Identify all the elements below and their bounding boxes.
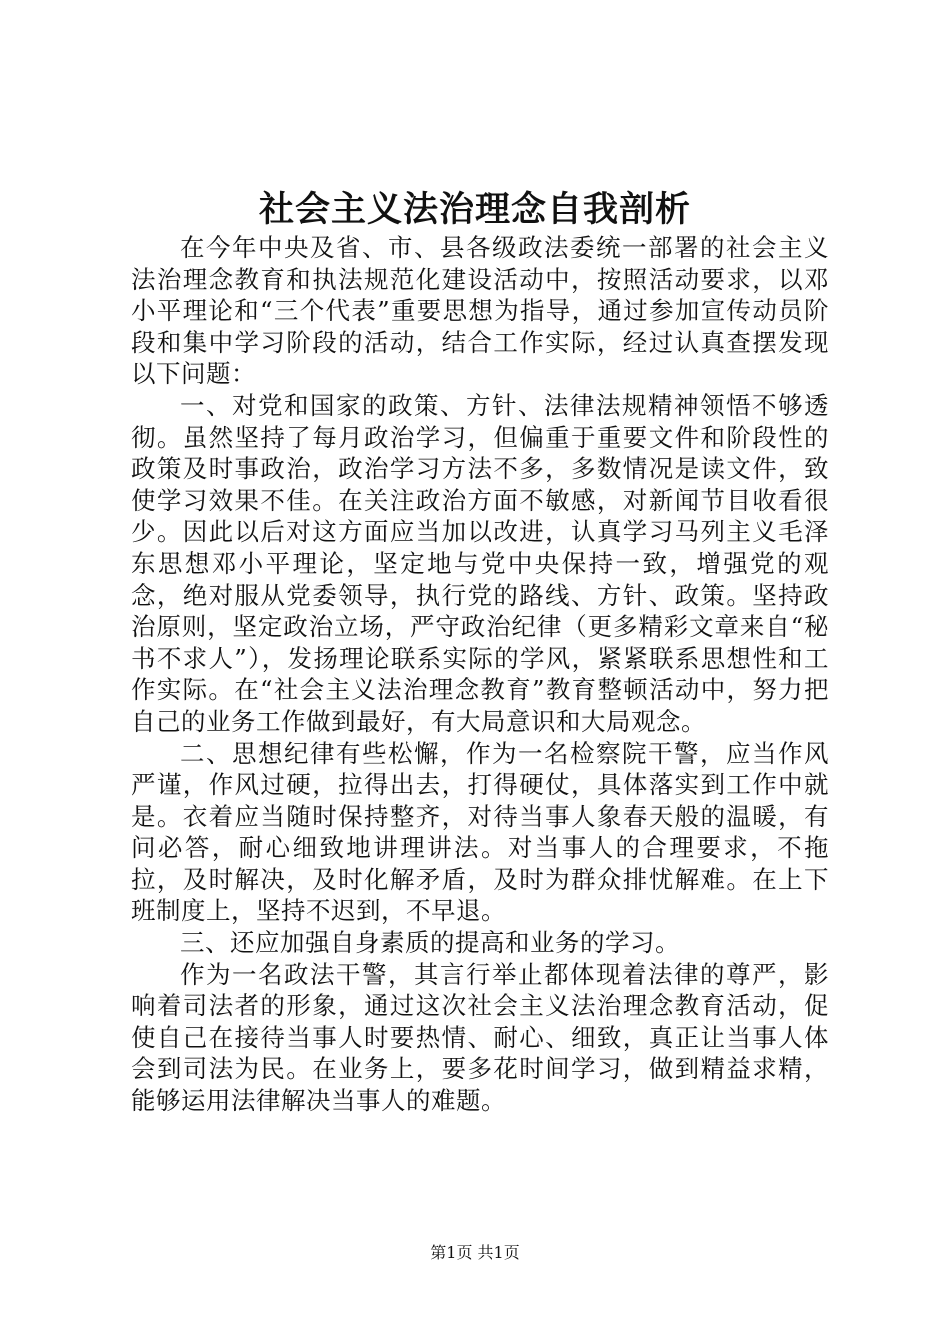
paragraph-point-three: 三、还应加强自身素质的提高和业务的学习。 [180, 928, 680, 958]
paragraph-conclusion: 作为一名政法干警，其言行举止都体现着法律的尊严，影响着司法者的形象，通过这次社会主义法治理念教育活动，促使自己在接待当事人时要热情、耐心、细致，真正让当事人体会到司法为民。在业务上，要多花时间学习，做到精益求精，能够运用法律解决当事人的难题。 [131, 959, 829, 1116]
document-title: 社会主义法治理念自我剖析 [258, 189, 691, 230]
document-body [131, 232, 829, 1117]
paragraph-point-one: 一、对党和国家的政策、方针、法律法规精神领悟不够透彻。虽然坚持了每月政治学习，但偏重于重要文件和阶段性的政策及时事政治，政治学习方法不多，多数情况是读文件，致使学习效果不佳。在关注政治方面不敏感，对新闻节目收看很少。因此以后对这方面应当加以改进，认真学习马列主义毛泽东思想邓小平理论，坚定地与党中央保持一致，增强党的观念，绝对服从党委领导，执行党的路线、方针、政策。坚持政治原则，坚定政治立场，严守政治纪律（更多精彩文章来自“秘书不求人”），发扬理论联系实际的学风，紧紧联系思想性和工作实际。在“社会主义法治理念教育”教育整顿活动中，努力把自己的业务工作做到最好，有大局意识和大局观念。 [131, 390, 829, 736]
page-footer: 第1页 共1页 [430, 1243, 520, 1262]
paragraph-point-two: 二、思想纪律有些松懈，作为一名检察院干警，应当作风严谨，作风过硬，拉得出去，打得硬仗，具体落实到工作中就是。衣着应当随时保持整齐，对待当事人象春天般的温暖，有问必答，耐心细致地讲理讲法。对当事人的合理要求，不拖拉，及时解决，及时化解矛盾，及时为群众排忧解难。在上下班制度上，坚持不迟到，不早退。 [131, 738, 829, 926]
paragraph-intro: 在今年中央及省、市、县各级政法委统一部署的社会主义法治理念教育和执法规范化建设活动中，按照活动要求，以邓小平理论和“三个代表”重要思想为指导，通过参加宣传动员阶段和集中学习阶段的活动，结合工作实际，经过认真查摆发现以下问题： [131, 233, 829, 389]
